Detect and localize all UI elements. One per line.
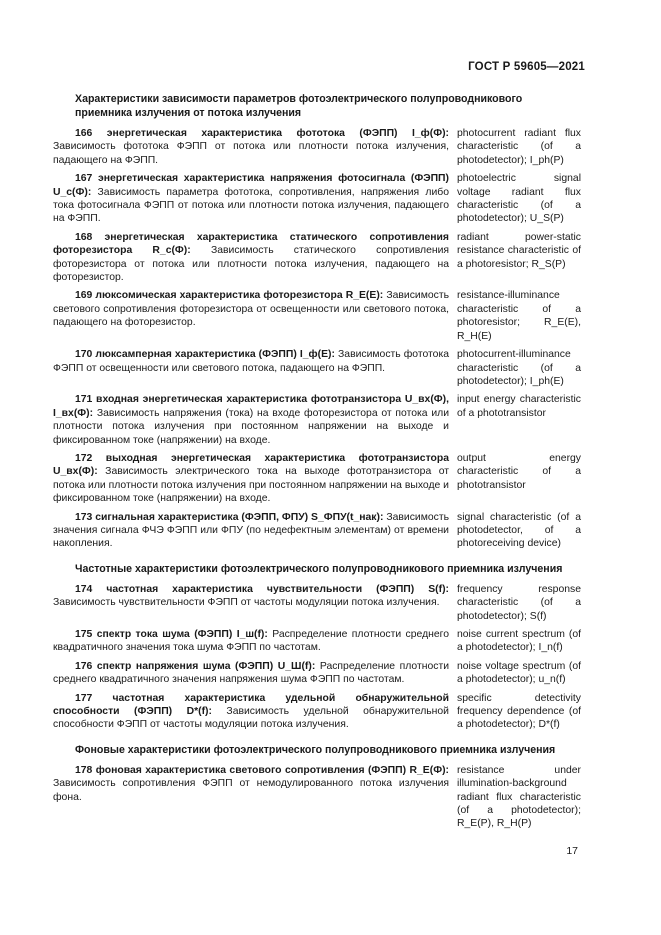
term-ru: [53, 692, 449, 732]
term-entry: [53, 172, 581, 226]
section-heading-frequency: Частотные характеристики фотоэлектрического полупроводникового приемника излучения: [75, 562, 563, 575]
term-en: specific detectivity frequency dependence (of a photodetector); D*(f): [457, 692, 581, 731]
term-entry: [53, 660, 581, 687]
term-en: resistance-illuminance characteristic of a photoresistor; R_E(E), R_H(E): [457, 290, 581, 342]
term-name: 170 люксамперная характеристика (ФЭПП) I_ф(E):: [75, 349, 335, 361]
term-entry: [53, 583, 581, 623]
term-entry: [53, 289, 581, 343]
term-ru: [53, 452, 449, 506]
term-entry: [53, 348, 581, 388]
term-definition: Зависимость напряжения (тока) на входе фоторезистора от потока или плотности потока излучения при постоянном напряжении на выходе и фиксированном токе (напряжении) на входе.: [53, 407, 450, 446]
section-heading-flux: Характеристики зависимости параметров фотоэлектрического полупроводникового приемника излучения от потока излучения: [75, 93, 523, 119]
term-ru: [53, 628, 449, 655]
term-ru: [53, 511, 449, 551]
term-en: photocurrent radiant flux characteristic (of a photodetector); I_ph(P): [457, 128, 581, 166]
term-name: 169 люксомическая характеристика фоторезистора R_E(E):: [75, 290, 384, 302]
term-entry: [53, 692, 581, 732]
term-entry: [53, 511, 581, 551]
term-definition: Зависимость статического сопротивления фоторезистора от потока или плотности потока излучения, падающего на фоторезистор.: [53, 245, 450, 284]
term-definition: Зависимость удельной обнаружительной способности ФЭПП от частоты модуляции потока излучения.: [53, 706, 449, 731]
term-ru: [53, 231, 449, 285]
term-name: 166 энергетическая характеристика фототока (ФЭПП) I_ф(Ф):: [75, 128, 449, 139]
term-definition: Распределение плотности среднего квадратичного значения тока шума ФЭПП по частотам.: [53, 629, 449, 654]
term-name: 172 выходная энергетическая характеристика фототранзистора U_вх(Ф):: [53, 452, 449, 478]
document-header: ГОСТ Р 59605—2021: [468, 61, 585, 73]
term-en: noise current spectrum (of a photodetector); I_n(f): [457, 629, 581, 654]
term-en: signal characteristic (of a photodetector, of a photoreceiving device): [457, 511, 581, 550]
term-definition: Зависимость фототока ФЭПП от потока или плотности потока излучения, падающего на ФЭПП.: [53, 141, 449, 166]
term-ru: [53, 172, 449, 226]
term-ru: [53, 393, 449, 447]
term-ru: [53, 583, 449, 623]
term-entry: [53, 628, 581, 655]
term-definition: Зависимость чувствительности ФЭПП от частоты модуляции потока излучения.: [53, 597, 440, 609]
term-name: 171 входная энергетическая характеристика фототранзистора U_вх(Ф), I_вх(Ф):: [53, 394, 449, 419]
page-number: 17: [566, 845, 578, 857]
term-name: 175 спектр тока шума (ФЭПП) I_ш(f):: [75, 629, 268, 640]
document-body: [53, 92, 581, 836]
term-en: input energy characteristic of a phototransistor: [457, 394, 581, 419]
term-name: 178 фоновая характеристика светового сопротивления (ФЭПП) R_E(Ф):: [75, 764, 449, 776]
term-name: 173 сигнальная характеристика (ФЭПП, ФПУ) S_ФПУ(t_нак):: [75, 511, 384, 523]
term-ru: [53, 127, 449, 167]
term-name: 168 энергетическая характеристика статического сопротивления фоторезистора R_c(Ф):: [53, 231, 449, 257]
term-en: resistance under illumination-background radiant flux characteristic (of a photodetector); R_E(P), R_H(P): [457, 764, 581, 830]
section-heading-background: Фоновые характеристики фотоэлектрического полупроводникового приемника излучения: [75, 743, 556, 756]
term-name: 174 частотная характеристика чувствительности (ФЭПП) S(f):: [75, 583, 449, 595]
term-ru: [53, 289, 449, 343]
term-en: radiant power-static resistance characteristic of a photoresistor; R_S(P): [457, 231, 581, 270]
term-ru: [53, 348, 449, 388]
term-en: noise voltage spectrum (of a photodetector); u_n(f): [457, 660, 581, 686]
term-name: 167 энергетическая характеристика напряжения фотосигнала (ФЭПП) U_c(Ф):: [53, 173, 449, 198]
term-definition: Зависимость параметра фототока, сопротивления, напряжения либо тока фотосигнала ФЭПП от потока или плотности потока излучения, падающего на ФЭПП.: [53, 186, 449, 225]
term-en: photoelectric signal voltage radiant flux characteristic (of a photodetector); U_S(P): [457, 173, 581, 225]
term-entry: [53, 764, 581, 831]
term-en: photocurrent-illuminance characteristic (of a photodetector); I_ph(E): [457, 349, 581, 387]
term-name: 176 спектр напряжения шума (ФЭПП) U_Ш(f):: [75, 660, 316, 672]
term-definition: Распределение плотности среднего квадратичного значения напряжения шума ФЭПП по частотам.: [53, 660, 450, 686]
term-name: 177 частотная характеристика удельной обнаружительной способности (ФЭПП) D*(f):: [53, 692, 449, 718]
term-definition: Зависимость светового сопротивления фоторезистора от освещенности или светового потока, падающего на фоторезистор.: [53, 290, 449, 329]
term-entry: [53, 452, 581, 506]
term-ru: [53, 764, 449, 831]
term-definition: Зависимость значения сигнала ФЧЭ ФЭПП или ФПУ (по недефектным элементам) от времени накопления.: [53, 511, 449, 550]
term-definition: Зависимость сопротивления ФЭПП от немодулированного потока излучения фона.: [53, 778, 449, 803]
term-entry: [53, 127, 581, 167]
term-en: frequency response characteristic (of a photodetector); S(f): [457, 583, 581, 622]
term-definition: Зависимость фототока ФЭПП от освещенности или светового потока, падающего на ФЭПП.: [53, 349, 450, 374]
term-en: output energy characteristic of a phototransistor: [457, 452, 581, 491]
term-definition: Зависимость электрического тока на выходе фототранзистора от потока или плотности потока излучения при постоянном напряжении на выходе и фиксированном токе (напряжении) на входе.: [53, 466, 449, 505]
term-entry: [53, 393, 581, 447]
term-entry: [53, 231, 581, 285]
term-ru: [53, 660, 449, 687]
